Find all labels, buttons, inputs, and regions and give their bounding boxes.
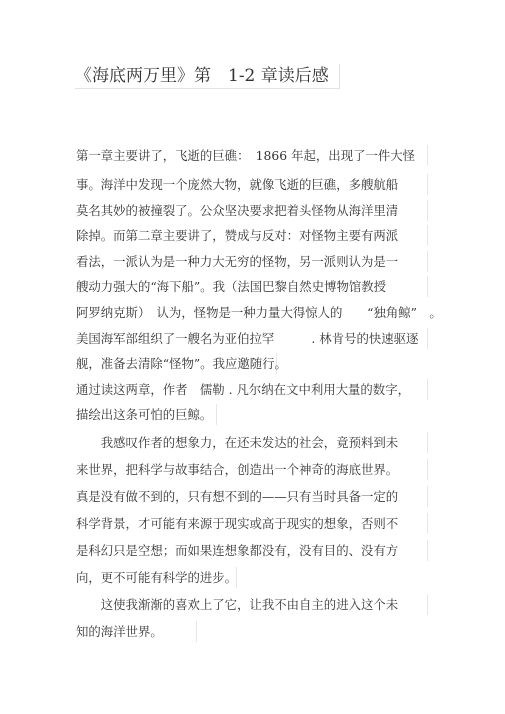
body-line: 知的海洋世界。 — [76, 621, 197, 642]
body-line: 美国海军部组织了一艘名为亚伯拉罕 . 林肯号的快速驱逐 — [76, 328, 428, 349]
body-line: 艘动力强大的“海下船”。我（法国巴黎自然史博物馆教授 — [76, 276, 428, 297]
body-line: 通过读这两章，作者 儒勒 . 凡尔纳在文中利用大量的数字， — [76, 379, 428, 400]
body-line: 阿罗纳克斯） 认为，怪物是一种力量大得惊人的 “独角鲸” 。 — [76, 305, 442, 320]
body-line: 看法，一派认为是一种力大无穷的怪物，另一派则认为是一 — [76, 251, 428, 272]
body-line: 舰，准备去清除“怪物”。我应邀随行。 — [76, 353, 277, 374]
body-line: 这使我渐渐的喜欢上了它，让我不由自主的进入这个未 — [76, 594, 428, 615]
body-line: 第一章主要讲了，飞逝的巨礁： 1866 年起，出现了一件大怪 — [76, 145, 428, 166]
body-line: 科学背景，才可能有来源于现实或高于现实的想象，否则不 — [76, 513, 428, 534]
body-line: 描绘出这条可怕的巨鲸。 — [76, 404, 217, 425]
body-line: 事。海洋中发现一个庞然大物，就像飞逝的巨礁，多艘航船 — [76, 174, 428, 195]
body-line: 来世界，把科学与故事结合，创造出一个神奇的海底世界。 — [76, 459, 428, 480]
body-line: 是科幻只是空想；而如果连想象都没有，没有目的、没有方 — [76, 540, 428, 561]
body-line: 真是没有做不到的，只有想不到的——只有当时具备一定的 — [76, 486, 428, 507]
body-line: 除掉。而第二章主要讲了，赞成与反对：对怪物主要有两派 — [76, 225, 428, 246]
body-line: 我感叹作者的想象力，在还未发达的社会，竟预料到未 — [76, 432, 428, 453]
page-title: 《海底两万里》第 1-2 章读后感 — [75, 64, 340, 89]
body-line: 莫名其妙的被撞裂了。公众坚决要求把着头怪物从海洋里清 — [76, 200, 428, 221]
body-line: 向，更不可能有科学的进步。 — [76, 567, 237, 588]
